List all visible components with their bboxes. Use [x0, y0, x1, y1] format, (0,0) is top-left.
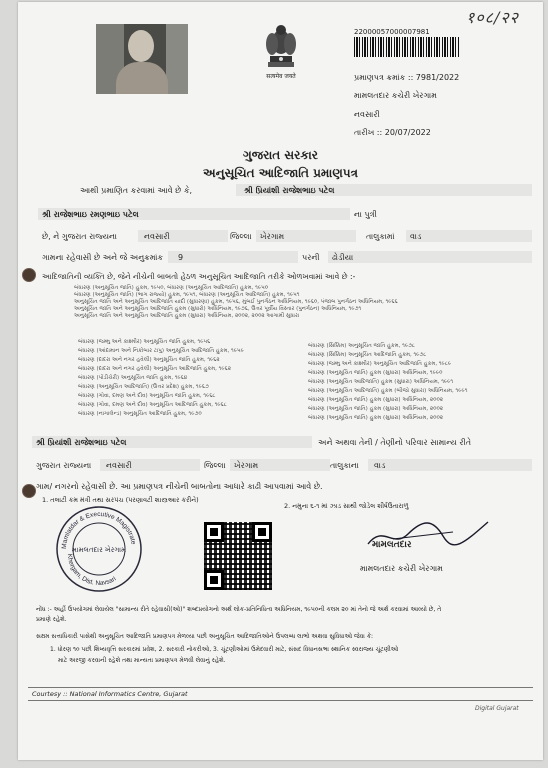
taluka-label-repeat: તાલુકાના — [330, 461, 359, 470]
seal-top-text: Mamlatdar & Executive Magistrate — [60, 510, 137, 550]
emblem-caption: सत्यमेव जयते — [266, 73, 296, 80]
courtesy-text: Courtesy :: National Informatics Centre, Gujarat — [32, 690, 188, 698]
issuing-office: મામલતદાર કચેરી ખેરગામ — [354, 91, 437, 100]
legal-list-item: બંધારણ (અનુસૂચિત જાતિ) (ભાગ રાજ્યો) હુકમ, ૧૯૫૧, બંધારણ (અનુસૂચિત આદિજાતિ) હુકમ, ૧૯૫૧ — [74, 292, 300, 298]
signatory-office: મામલતદાર કચેરી ખેરગામ — [360, 564, 443, 573]
legal-list-item: બંધારણ (પોંડીચેરી) અનુસૂચિત જાતિ હુકમ, ૧૯૬૪ — [78, 375, 188, 381]
applicant-name-repeat: શ્રી પ્રિયાંશી રાજેશભાઇ પટેલ — [36, 438, 127, 447]
body-line1-prefix: આથી પ્રમાણિત કરવામાં આવે છે કે, — [80, 186, 193, 195]
body-line4-prefix: ગામના રહેવાસી છે અને જે અનુક્રમાંક — [42, 253, 164, 262]
qr-code — [204, 522, 272, 590]
legal-list-item: બંધારણ (નાગાલેન્ડ) અનુસૂચિત આદિજાતિ હુકમ, ૧૯૭૦ — [78, 411, 202, 417]
basis-item-1: 1. તલાટી કમ મંત્રી તથા સરપંચ (પરણાવટી શાસ્ત્રઆર કરીને) — [42, 496, 199, 504]
official-seal — [54, 504, 144, 594]
signatory-title: મામલતદાર — [372, 540, 412, 550]
legal-list-item: બંધારણ (જમ્મુ અને કાશ્મીર) અનુસૂચિત આદિજાતિ હુકમ, ૧૯૮૯ — [308, 361, 452, 367]
seal-bottom-text: Khergam, Dist. Navsari — [65, 553, 118, 588]
legal-list-item: અનુસૂચિત જાતિ અને અનુસૂચિત આદિજાતિ હુકમ (સુધારો) અધિનિયમ, ૧૯૭૬, ઉત્તર પૂર્વીય વિસ્તાર (પુનર્ગઠન) અધિનિયમ, ૧૯૭૧ — [74, 306, 362, 312]
punch-hole — [22, 484, 36, 498]
state-label: ગુજરાત રાજ્યના — [36, 461, 92, 470]
legal-list-item: બંધારણ (અનુસૂચિત જાતિ) હુકમ, ૧૯૫૦, બંધારણ (અનુસૂચિત આદિજાતિ) હુકમ, ૧૯૫૦ — [74, 285, 269, 291]
taluka-name: ખેરગામ — [260, 232, 285, 241]
body-line4-mid: પરની — [302, 253, 320, 262]
state-emblem-icon — [250, 16, 312, 78]
tribe-serial-number: 9 — [178, 253, 184, 262]
village-name: વાડ — [410, 232, 422, 241]
page-subtitle: અનુસૂચિત આદિજાતિ પ્રમાણપત્ર — [203, 166, 358, 180]
issuing-place: નવસારી — [354, 110, 380, 119]
legal-list-item: બંધારણ (જમ્મુ અને કાશ્મીર) અનુસૂચિત જાતિ હુકમ, ૧૯૫૬ — [78, 339, 211, 345]
corner-handwriting: १०८/२२ — [466, 8, 519, 27]
village-name-repeat: વાડ — [374, 461, 386, 470]
body-line5: આદિજાતિની વ્યક્તિ છે, જેને નીચેની બાબતો હેઠળ અનુસૂચિત આદિજાતિ તરીકે ઓળખવામાં આવે છે :- — [42, 272, 356, 281]
footer-note: નોંધ :- અહીં ઉપયોગમાં લેવાયેલ "સામાન્ય રીતે રહેવાસી(ઓ)" શબ્દપ્રયોગનો અર્થ લોક-પ્રતિનિધિત્વ અધિનિયમ, ૧૯૫૦ની કલમ ૨૦ માં તેનો જે અર્થ કરવામાં આવ્યો છે, તે — [36, 606, 442, 613]
residence-text: અને અથવા તેની / તેણીનો પરિવાર સામાન્ય રીતે — [318, 438, 472, 447]
footer-item-cont: માટે અરજી કરવાની રહેશે તથા માન્યતા પ્રમાણપત્ર મેળવી લેવાનું રહેશે. — [58, 657, 226, 664]
footer-item: 1. ધોરણ ૧૦ પછી શિષ્યવૃત્તિ સરકારમાં પ્રવેશ, 2. સરકારી નોકરીઓ, 3. ચૂંટણીઓમાં ઉમેદવારી માટે, સંસદ વિધાનસભા સ્થાનિક સ્વરાજ્ય ચૂંટણીઓ — [50, 646, 399, 653]
basis-line: ગામ/ નગરનો રહેવાસી છે. આ પ્રમાણપત્ર નીચેની બાબતોના આધારે કાઢી આપવામાં આવે છે. — [36, 482, 323, 491]
legal-list-item: અનુસૂચિત જાતિ અને અનુસૂચિત આદિજાતિ હુકમ (સુધારા) અધિનિયમ, ૨૦૦૨, ૨૦૦૨ આગામી સુધારા — [74, 313, 300, 319]
footer-paragraph: સક્ષમ સત્તાધિકારી પાસેથી અનુસૂચિત આદિજાતિ પ્રમાણપત્ર મેળવ્યા પછી અનુસૂચિત આદિજાતિઓને ઉપલબ્ધ લાભો અથવા સુવિધાઓ જેવા કે: — [36, 633, 374, 640]
legal-list-item: બંધારણ (સિક્કિમ) અનુસૂચિત જાતિ હુકમ, ૧૯૭૮ — [308, 343, 415, 349]
legal-list-item: બંધારણ (ગોવા, દમણ અને દીવ) અનુસૂચિત જાતિ હુકમ, ૧૯૬૮ — [78, 393, 216, 399]
legal-list-item: બંધારણ (ગોવા, દમણ અને દીવ) અનુસૂચિત આદિજાતિ હુકમ, ૧૯૬૮ — [78, 402, 227, 408]
basis-item-2: 2. નમુના ૬-૧ માં ઝાડ સાથી જોડેલ શીર્ષઉતારાળું — [284, 502, 409, 510]
legal-list-item: બંધારણ (અનુસૂચિત આદિજાતિ) હુકમ (બીજો સુધારા) અધિનિયમ, ૧૯૯૧ — [308, 388, 468, 394]
district-name: નવસારી — [144, 232, 170, 241]
relation-text: ના પુત્રી — [354, 210, 377, 219]
legal-list-item: બંધારણ (દાદરા અને નગર હવેલી) અનુસૂચિત આદિજાતિ હુકમ, ૧૯૬૨ — [78, 366, 231, 372]
legal-list-item: અનુસૂચિત જાતિ અને અનુસૂચિત આદિજાતિ યાદી (સુધારણા) હુકમ, ૧૯૫૬, મુંબઈ પુનર્ગઠન અધિનિયમ, ૧૯૬૦, પંજાબ પુનર્ગઠન અધિનિયમ, ૧૯૬૬ — [74, 299, 398, 305]
father-name: શ્રી રાજેશભાઇ રમણભાઇ પટેલ — [42, 210, 139, 219]
applicant-name: શ્રી પ્રિયાંશી રાજેશભાઇ પટેલ — [244, 186, 335, 195]
legal-list-item: બંધારણ (અનુસૂચિત જાતિ) હુકમ (સુધારા) અધિનિયમ, ૨૦૦૨ — [308, 397, 443, 403]
legal-list-item: બંધારણ (આંદામાન અને નિકોબાર ટાપુ) અનુસૂચિત આદિજાતિ હુકમ, ૧૯૫૯ — [78, 348, 244, 354]
legal-list-item: બંધારણ (અનુસૂચિત જાતિ) હુકમ (સુધારા) અધિનિયમ, ૨૦૦૨ — [308, 415, 443, 421]
district-name-repeat: નવસારી — [106, 461, 132, 470]
legal-list-item: બંધારણ (અનુસૂચિત જાતિ) હુકમ (સુધારા) અધિનિયમ, ૧૯૯૦ — [308, 370, 443, 376]
page-title: ગુજરાત સરકાર — [243, 148, 318, 162]
taluka-label: તાલુકામાં — [366, 232, 395, 241]
seal-center-text: મામલતદાર ખેરગામ — [71, 546, 127, 554]
taluka-name-repeat: ખેરગામ — [234, 461, 259, 470]
tribe-name: ઢોડીયા — [332, 253, 354, 262]
certificate-page — [18, 2, 543, 760]
district-label-repeat: જિલ્લા — [204, 461, 226, 470]
legal-list-item: બંધારણ (દાદરા અને નગર હવેલી) અનુસૂચિત જાતિ હુકમ, ૧૯૬૨ — [78, 357, 220, 363]
barcode — [354, 37, 460, 57]
issue-date: તારીખ :: 20/07/2022 — [354, 128, 431, 137]
digital-gujarat-text: Digital Gujarat — [475, 705, 519, 712]
applicant-photo — [96, 24, 188, 94]
footer-note-cont: પ્રમાણે રહેશે. — [36, 616, 67, 623]
barcode-number: 22000057000007981 — [354, 28, 430, 36]
certificate-number: પ્રમાણપત્ર ક્રમાંક :: 7981/2022 — [354, 73, 460, 82]
legal-list-item: બંધારણ (અનુસૂચિત આદિજાતિ) (ઉત્તર પ્રદેશ) હુકમ, ૧૯૬૭ — [78, 384, 209, 390]
punch-hole — [22, 268, 36, 282]
district-label: જિલ્લા — [230, 232, 252, 241]
legal-list-item: બંધારણ (અનુસૂચિત જાતિ) હુકમ (સુધારા) અધિનિયમ, ૨૦૦૨ — [308, 406, 443, 412]
legal-list-item: બંધારણ (અનુસૂચિત આદિજાતિ) હુકમ (સુધારા) અધિનિયમ, ૧૯૯૧ — [308, 379, 454, 385]
body-line3-prefix: છે, ને ગુજરાત રાજ્યના — [42, 232, 117, 241]
legal-list-item: બંધારણ (સિક્કિમ) અનુસૂચિત આદિજાતિ હુકમ, ૧૯૭૮ — [308, 352, 427, 358]
